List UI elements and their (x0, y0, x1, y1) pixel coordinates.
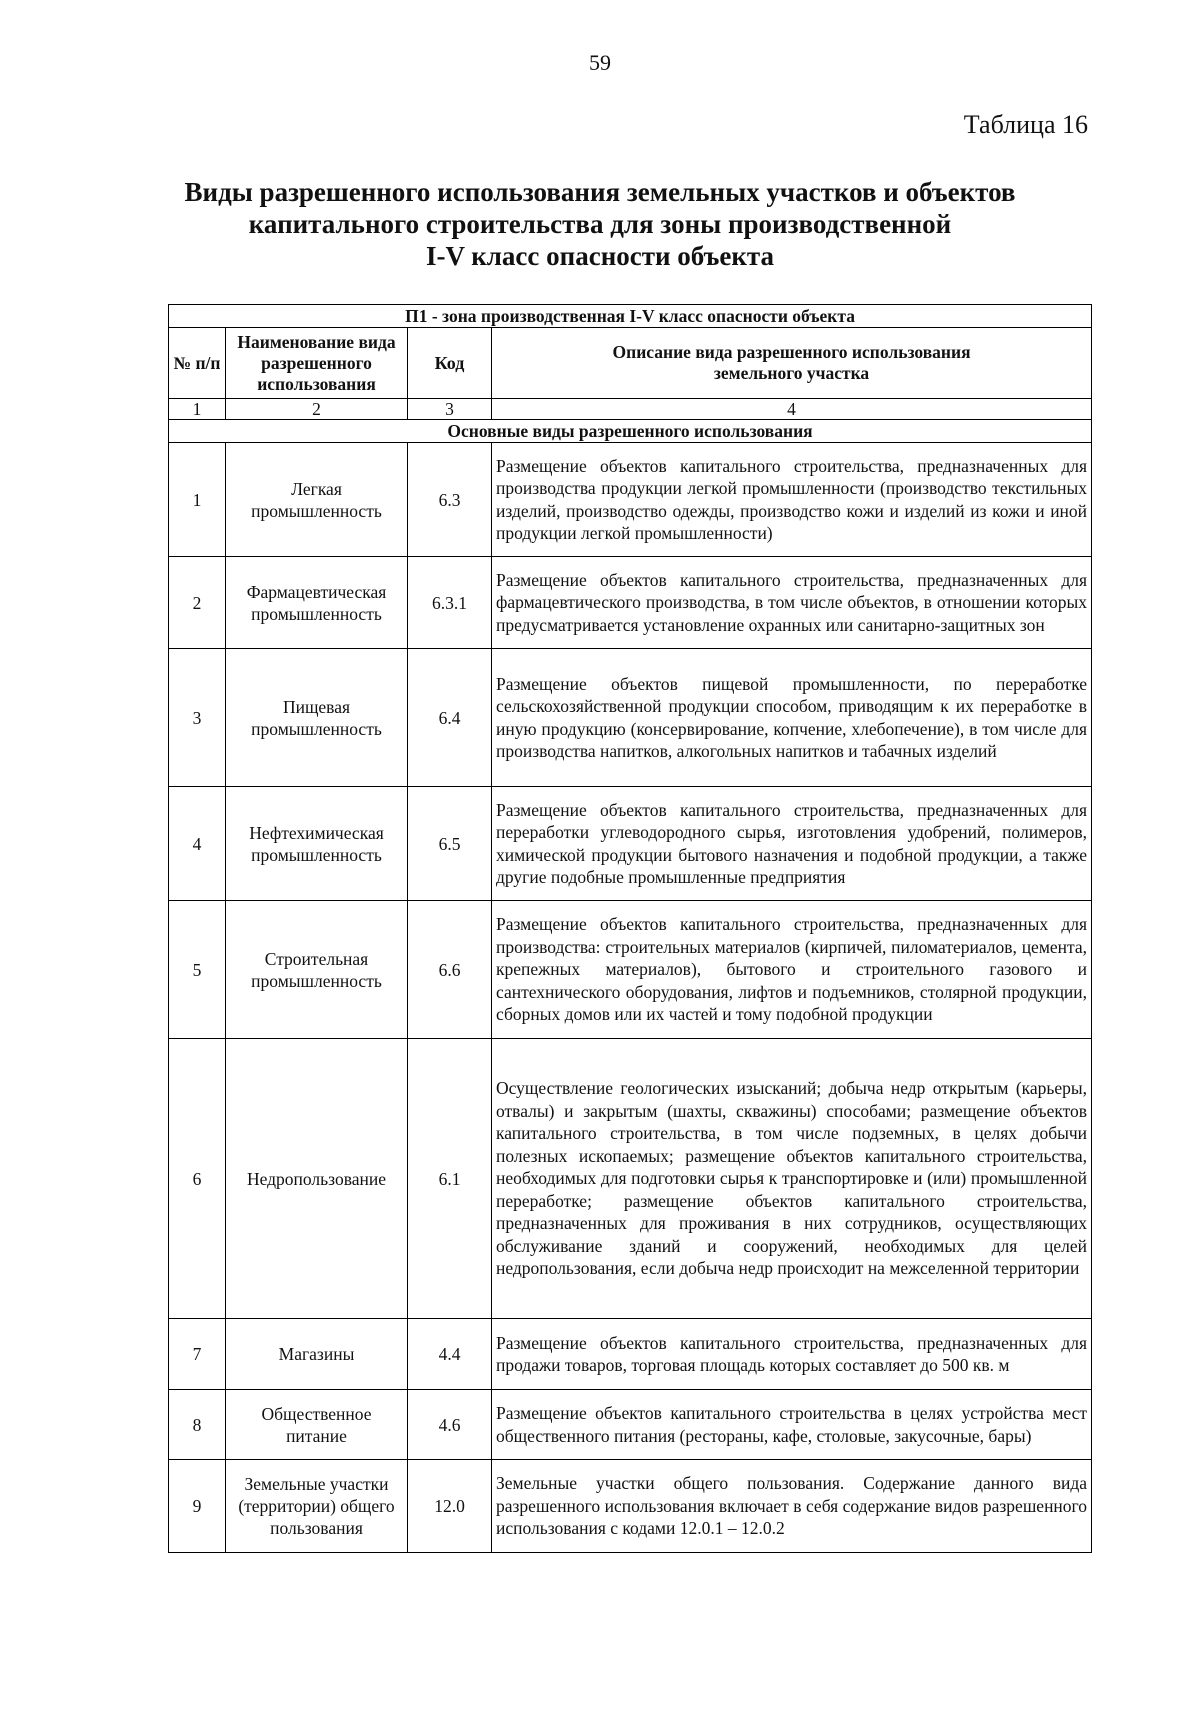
column-number: 1 (169, 399, 226, 420)
use-code: 4.6 (408, 1390, 492, 1460)
zone-caption: П1 - зона производственная I-V класс опасности объекта (169, 305, 1092, 328)
column-number: 3 (408, 399, 492, 420)
row-number: 1 (169, 443, 226, 557)
table-row (169, 649, 1092, 787)
use-name: Строительная промышленность (226, 901, 408, 1039)
use-name: Легкая промышленность (226, 443, 408, 557)
table-row (169, 901, 1092, 1039)
title-line: Виды разрешенного использования земельных участков и объектов (184, 177, 1016, 207)
table-row (169, 443, 1092, 557)
use-code: 4.4 (408, 1319, 492, 1390)
row-number: 4 (169, 787, 226, 901)
title-line: I-V класс опасности объекта (425, 241, 775, 271)
header-name: Наименование вида разрешенного использования (226, 328, 408, 399)
table-row (169, 1039, 1092, 1319)
table-row (169, 1390, 1092, 1460)
table-label: Таблица 16 (963, 110, 1088, 139)
section-heading: Основные виды разрешенного использования (169, 420, 1092, 443)
use-description: Размещение объектов капитального строительства, предназначенных для переработки углеводородного сырья, изготовления удобрений, полимеров, химической продукции бытового назначения и подобной продукции, а также другие подобные промышленные предприятия (492, 787, 1092, 901)
header-num: № п/п (169, 328, 226, 399)
title-line: капитального строительства для зоны производственной (248, 209, 952, 239)
use-code: 6.4 (408, 649, 492, 787)
table-row (169, 787, 1092, 901)
use-code: 6.1 (408, 1039, 492, 1319)
use-name: Земельные участки (территории) общего пользования (226, 1460, 408, 1553)
use-description: Размещение объектов капитального строительства в целях устройства мест общественного питания (рестораны, кафе, столовые, закусочные, бары) (492, 1390, 1092, 1460)
row-number: 5 (169, 901, 226, 1039)
use-name: Магазины (226, 1319, 408, 1390)
use-description: Размещение объектов капитального строительства, предназначенных для фармацевтического производства, в том числе объектов, в отношении которых предусматривается установление охранных или санитарно-защитных зон (492, 557, 1092, 649)
use-code: 6.3.1 (408, 557, 492, 649)
header-code: Код (408, 328, 492, 399)
header-description: Описание вида разрешенного использования земельного участка (492, 328, 1092, 399)
use-description: Размещение объектов капитального строительства, предназначенных для производства: строительных материалов (кирпичей, пиломатериалов, цемента, крепежных материалов), бытового и строительного газового и сантехнического оборудования, лифтов и подъемников, столярной продукции, сборных домов или их частей и тому подобной продукции (492, 901, 1092, 1039)
use-name: Нефтехимическая промышленность (226, 787, 408, 901)
row-number: 7 (169, 1319, 226, 1390)
page-number: 59 (589, 50, 611, 75)
column-number: 4 (492, 399, 1092, 420)
use-code: 6.5 (408, 787, 492, 901)
table-row (169, 1319, 1092, 1390)
use-name: Фармацевтическая промышленность (226, 557, 408, 649)
document-title (100, 176, 1100, 272)
use-description: Размещение объектов капитального строительства, предназначенных для производства продукции легкой промышленности (производство текстильных изделий, производство одежды, производство кожи и изделий из кожи и иной продукции легкой промышленности) (492, 443, 1092, 557)
use-code: 12.0 (408, 1460, 492, 1553)
use-description: Осуществление геологических изысканий; добыча недр открытым (карьеры, отвалы) и закрытым (шахты, скважины) способами; размещение объектов капитального строительства, в том числе подземных, в целях добычи полезных ископаемых; размещение объектов капитального строительства, необходимых для подготовки сырья к транспортировке и (или) промышленной переработке; размещение объектов капитального строительства, предназначенных для проживания в них сотрудников, осуществляющих обслуживание зданий и сооружений, необходимых для целей недропользования, если добыча недр происходит на межселенной территории (492, 1039, 1092, 1319)
use-name: Недропользование (226, 1039, 408, 1319)
row-number: 9 (169, 1460, 226, 1553)
use-code: 6.3 (408, 443, 492, 557)
table-row (169, 557, 1092, 649)
row-number: 6 (169, 1039, 226, 1319)
use-description: Размещение объектов капитального строительства, предназначенных для продажи товаров, торговая площадь которых составляет до 500 кв. м (492, 1319, 1092, 1390)
use-description: Размещение объектов пищевой промышленности, по переработке сельскохозяйственной продукции способом, приводящим к их переработке в иную продукцию (консервирование, копчение, хлебопечение), в том числе для производства напитков, алкогольных напитков и табачных изделий (492, 649, 1092, 787)
use-name: Общественное питание (226, 1390, 408, 1460)
use-name: Пищевая промышленность (226, 649, 408, 787)
use-code: 6.6 (408, 901, 492, 1039)
use-description: Земельные участки общего пользования. Содержание данного вида разрешенного использования включает в себя содержание видов разрешенного использования с кодами 12.0.1 – 12.0.2 (492, 1460, 1092, 1553)
table-row (169, 1460, 1092, 1553)
column-number: 2 (226, 399, 408, 420)
row-number: 2 (169, 557, 226, 649)
permitted-use-table (168, 304, 1092, 1553)
row-number: 3 (169, 649, 226, 787)
row-number: 8 (169, 1390, 226, 1460)
